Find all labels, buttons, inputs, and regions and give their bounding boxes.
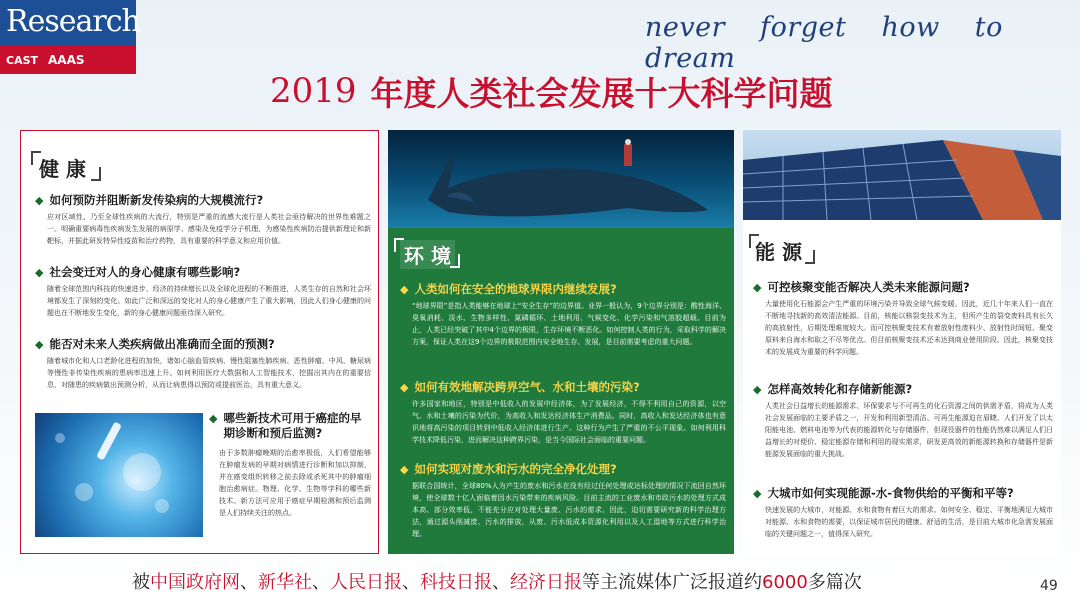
media-name: 人民日报	[330, 572, 402, 593]
answer-text: 随着城市化和人口老龄化进程的加快，诸如心脑血管疾病、慢性阻塞性肺疾病、恶性肿瘤、中风、糖尿病等慢性非传染性疾病的患病率迅速上升。如何利用医疗大数据和人工智能技术，挖掘出其内在的重要信息，对随患的疾病做出预测分析，从而让病患得以预防或提前医治，具有重大意义。	[47, 357, 371, 389]
footer-suffix: 多篇次	[807, 572, 862, 593]
answer-text: 据联合国统计，全球80%人为产生的废水和污水在没有经过任何处理或达标处理的情况下流回自然环境，使全球数十亿人面临着因水污染带来的疾病风险。目前主流的工业废水和市政污水的处理方式成本高、部分效率低，不能充分应对处理大量废、污水的需求。因此，迫切需要研究新的科学治理方法，通过源头削减废、污水的排放，从废、污水低成本资源化利用以及人工湿地等方式进行科学治理。	[412, 482, 726, 538]
diamond-bullet-icon: ◆	[753, 487, 762, 500]
diamond-bullet-icon: ◆	[35, 266, 44, 279]
question-text: 大城市如何实现能源-水-食物供给的平衡和平等?	[767, 486, 1014, 500]
question-text: 可控核聚变能否解决人类未来能源问题?	[767, 280, 970, 294]
answer-text: “地球界限”是指人类能够在地球上“安全生存”的边界值。业界一般认为，9个边界分别是：酸性海洋、臭氧消耗、淡水、生物多样性、氮磷循环、土地利用、气候变化、化学污染和气溶胶超载。目前为止，人类已经突破了其中4个边界的极限，生存环境不断恶化。如何控制人类的行为，采取科学的解决方案，保证人类在这9个边界的极限范围内安全地生存、发展，是目前需要考虑的重大问题。	[412, 302, 726, 346]
separator: 、	[312, 572, 330, 593]
section-title: 环 境	[400, 240, 455, 269]
diamond-bullet-icon: ◆	[400, 463, 409, 476]
question-text: 能否对未来人类疾病做出准确而全面的预测?	[49, 337, 275, 351]
question	[400, 282, 726, 297]
answer-text: 人类社会日益增长的能源需求、环保要求与不可再生的化石资源之间的供需矛盾，将成为人类社会发展面临的主要矛盾之一，开发和利用新型清洁、可再生能源迫在眉睫。人们开发了以太阳能电池、燃料电池等为代表的能源转化与存储器件，但现役器件的性能仍然难以满足人们日益增长的对便价、稳定能源存储和利用的现实需求，研发更高效的新能源转换和存储器件是新能源发展面临的重大挑战。	[765, 402, 1053, 458]
separator: 、	[240, 572, 258, 593]
media-name: 新华社	[258, 572, 312, 593]
cast-logo: CAST	[6, 53, 39, 67]
diamond-bullet-icon: ◆	[753, 281, 762, 294]
diamond-bullet-icon: ◆	[400, 283, 409, 296]
energy-panel	[743, 130, 1061, 554]
section-title: 能 源	[755, 240, 802, 264]
question	[753, 382, 1053, 397]
question-text: 怎样高效转化和存储新能源?	[767, 382, 913, 396]
answer-text: 快速发展的大城市，对能源、水和食物有着巨大的需求。如何安全、稳定、平衡地满足大城市对能源、水和食物的需要，以保证城市居民的健康、舒适的生活，是目前大城市化急需发展面临的关键问题之一，值得深入研究。	[765, 506, 1053, 538]
solar-panel-icon	[743, 130, 1061, 220]
question-text: 人类如何在安全的地球界限内继续发展?	[414, 282, 617, 296]
question	[35, 337, 371, 352]
page-title	[270, 66, 970, 116]
diamond-bullet-icon: ◆	[35, 194, 44, 207]
question	[400, 380, 726, 395]
question-text: 如何实现对废水和污水的完全净化处理?	[414, 462, 617, 476]
footer-middle: 等主流媒体广泛报道约	[582, 572, 762, 593]
diamond-bullet-icon: ◆	[753, 383, 762, 396]
diamond-bullet-icon: ◆	[400, 381, 409, 394]
footer-caption	[132, 568, 862, 594]
lab-research-image	[35, 413, 203, 537]
answer-text: 应对区域性、乃至全球性疾病的大流行，特别是严重的流感大流行是人类社会亟待解决的世界性难题之一。明确重要病毒性疾病发生发展的病原学、感染及免疫学分子机理，为感染性疾病防治提供新理论和新靶标，并据此研发特异性疫苗和治疗药物，具有重要的科学意义和应用价值。	[47, 213, 371, 245]
bracket-close-icon	[805, 250, 815, 264]
question	[400, 462, 726, 477]
separator: 、	[402, 572, 420, 593]
answer-text: 随着全球范围内科技的快速进步、经济的持续增长以及全球化进程的不断推进，人类生存的自然和社会环境都发生了深刻的变化。如此广泛和深远的变化对人的身心健康产生了重大影响，因此人们身心健康的问题也在不断地发生变化，新的身心健康问题亟待深入研究。	[47, 285, 371, 317]
slogan: never forget how to dream	[645, 12, 1003, 74]
diamond-bullet-icon: ◆	[35, 338, 44, 351]
diamond-bullet-icon: ◆	[209, 412, 218, 425]
question-text: 如何预防并阻断新发传染病的大规模流行?	[49, 193, 264, 207]
whale-ocean-image	[388, 130, 734, 228]
bracket-close-icon	[450, 254, 460, 268]
title-year: 2019	[270, 71, 357, 111]
health-panel	[20, 130, 379, 554]
answer-text: 大量使用化石能源会产生严重的环境污染并导致全球气候变暖。因此，近几十年来人们一直在不断地寻找新的高效清洁能源。目前，核能以核裂变技术为主，但所产生的裂变废料具有长久的高放射性，后期处理难度较大。而可控核聚变技术有着放射性废料少、放射性时间短、聚变原料来自海水和取之不尽等优点。但目前核聚变技术还未达到商业使用阶段。因此，核聚变技术的发展成为重要的科学问题。	[765, 300, 1053, 356]
separator: 、	[492, 572, 510, 593]
logo-partners	[0, 46, 136, 74]
answer-text: 许多国家和地区，特别是中低收入的发展中经济体，为了发展经济，不得不利用自己的资源，以空气、水和土壤的污染为代价，为高收入和发达经济体生产消费品。同时，高收入和发达经济体也有意识地将高污染的项目转到中低收入经济体进行生产。这种行为产生了严重的不公平现象。如何利用科学技术降低污染，进而解决这种跨界污染，是当今国际社会面临的重要问题。	[412, 400, 726, 444]
question	[35, 265, 371, 280]
logo-wordmark: Research	[6, 4, 140, 39]
bracket-close-icon	[91, 167, 101, 181]
environment-panel	[388, 130, 734, 554]
answer-text: 由于多数肿瘤晚期的治愈率极低，人们希望能够在肿瘤发病的早期对病情进行诊断和加以抑制，并在癌变组织转移之前去除或杀死其中的肿瘤细胞治愈病症。物理、化学、生物等学科的哪些新技术、新方法可应用于癌症早期检测和预后监测是人们持续关注的热点。	[219, 449, 371, 517]
media-name: 经济日报	[510, 572, 582, 593]
question-text: 社会变迁对人的身心健康有哪些影响?	[49, 265, 241, 279]
title-text: 年度人类社会发展十大科学问题	[370, 73, 833, 113]
question	[35, 193, 371, 208]
question	[753, 486, 1053, 501]
question	[209, 411, 371, 441]
whale-icon	[388, 130, 734, 228]
media-name: 科技日报	[420, 572, 492, 593]
page-number: 49	[1040, 578, 1058, 594]
aaas-logo: AAAS	[48, 53, 85, 67]
section-title: 健 康	[39, 157, 86, 181]
question	[753, 280, 1053, 295]
solar-panels-image	[743, 130, 1061, 220]
report-count: 6000	[762, 572, 808, 593]
question-text: 如何有效地解决跨界空气、水和土壤的污染?	[414, 380, 640, 394]
research-logo	[0, 0, 140, 74]
footer-prefix: 被	[132, 572, 150, 593]
media-name: 中国政府网	[150, 572, 240, 593]
question-text: 哪些新技术可用于癌症的早期诊断和预后监测?	[223, 411, 362, 440]
